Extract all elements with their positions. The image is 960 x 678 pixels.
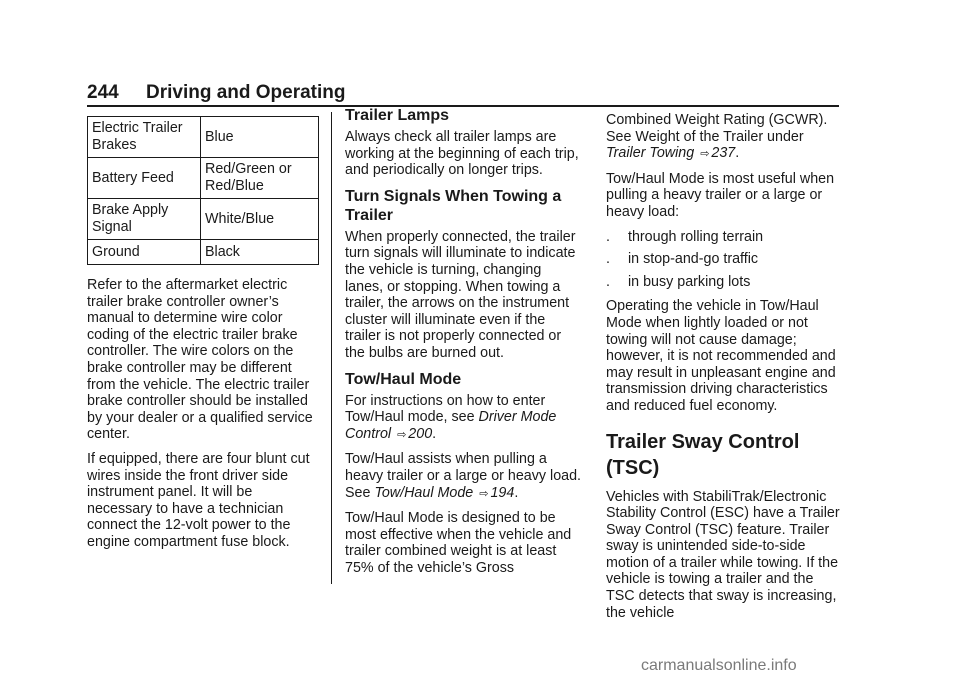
color-cell: Black [201, 240, 319, 265]
table-row [88, 117, 319, 158]
watermark: carmanualsonline.info [641, 657, 797, 674]
cross-reference-link[interactable]: Tow/Haul Mode [374, 484, 474, 501]
paragraph: Vehicles with StabiliTrak/Electronic Stability Control (ESC) have a Trailer Sway Control (TSC) feature. Trailer sway is unintended side-to-side motion of a trailer while towing. If the vehicle is towing a trailer and the TSC detects that sway is increasing, the vehicle [606, 488, 840, 621]
list-item-text: in busy parking lots [628, 273, 751, 290]
column-3 [606, 112, 842, 629]
circuit-cell: Battery Feed [88, 158, 201, 199]
circuit-cell: Brake Apply Signal [88, 199, 201, 240]
heading-trailer-sway-control: Trailer Sway Control (TSC) [606, 430, 800, 479]
page-reference[interactable]: 237 [711, 145, 736, 162]
column-1 [87, 112, 319, 559]
circuit-cell: Electric Trailer Brakes [88, 117, 201, 158]
heading-tow-haul-mode: Tow/Haul Mode [345, 370, 462, 388]
bullet-icon: . [606, 251, 610, 268]
color-cell: Red/Green or Red/Blue [201, 158, 319, 199]
table-row [88, 199, 319, 240]
section-title: Driving and Operating [145, 82, 346, 103]
page-ref-arrow-icon: ⇨ [397, 428, 407, 441]
paragraph: For instructions on how to enter Tow/Haul mode, see Driver Mode Control ⇨ 200. [345, 392, 557, 442]
paragraph: When properly connected, the trailer turn signals will illuminate to indicate the vehicle is turning, changing lanes, or stopping. When towing a trailer, the arrows on the instrument cluster will illuminate even if the trailer is not properly connected or the bulbs are burned out. [345, 228, 576, 361]
paragraph: Tow/Haul Mode is most useful when pulling a heavy trailer or a large or heavy load: [606, 170, 835, 220]
page-reference[interactable]: 200 [408, 425, 433, 442]
paragraph: Tow/Haul assists when pulling a heavy trailer or a large or heavy load. See Tow/Haul Mode ⇨ 194. [345, 451, 582, 501]
paragraph: Always check all trailer lamps are working at the beginning of each trip, and periodically on longer trips. [345, 129, 579, 179]
bullet-list [606, 229, 842, 291]
list-item [606, 229, 842, 246]
paragraph: If equipped, there are four blunt cut wires inside the front driver side instrument panel. It will be necessary to have a technician connect the 12-volt power to the engine compartment fuse block. [87, 450, 310, 550]
color-cell: White/Blue [201, 199, 319, 240]
table-row [88, 158, 319, 199]
list-item [606, 274, 842, 291]
wire-color-table [87, 116, 319, 265]
list-item [606, 251, 842, 268]
page-ref-arrow-icon: ⇨ [479, 487, 489, 500]
paragraph: Tow/Haul Mode is designed to be most effective when the vehicle and trailer combined weight is at least 75% of the vehicle’s Gross [345, 510, 572, 576]
cross-reference-link[interactable]: Trailer Towing [606, 145, 695, 162]
paragraph: Combined Weight Rating (GCWR). See Weight of the Trailer under Trailer Towing ⇨ 237. [606, 112, 828, 162]
paragraph-text: Combined Weight Rating (GCWR). See Weight of the Trailer under [606, 112, 828, 145]
page-reference[interactable]: 194 [490, 484, 515, 501]
bullet-icon: . [606, 228, 610, 245]
page-header [87, 82, 346, 104]
paragraph-text: Tow/Haul assists when pulling a heavy trailer or a large or heavy load. See [345, 451, 582, 501]
table-row [88, 240, 319, 265]
page-number: 244 [87, 82, 119, 103]
heading-turn-signals: Turn Signals When Towing a Trailer [345, 187, 562, 224]
paragraph: Operating the vehicle in Tow/Haul Mode when lightly loaded or not towing will not cause damage; however, it is not recommended and may result in unpleasant engine and transmission driving characteristics and reduced fuel economy. [606, 298, 836, 414]
color-cell: Blue [201, 117, 319, 158]
paragraph-text: For instructions on how to enter Tow/Haul mode, see [345, 392, 546, 426]
heading-trailer-lamps: Trailer Lamps [345, 107, 450, 124]
paragraph: Refer to the aftermarket electric trailer brake controller owner’s manual to determine wire color coding of the electric trailer brake controller. The wire colors on the brake controller may be different from the vehicle. The electric trailer brake controller should be installed by your dealer or a qualified service center. [87, 277, 313, 443]
circuit-cell: Ground [88, 240, 201, 265]
column-divider [331, 112, 332, 584]
page-ref-arrow-icon: ⇨ [700, 148, 710, 161]
list-item-text: through rolling terrain [628, 228, 764, 245]
list-item-text: in stop-and-go traffic [628, 251, 759, 268]
cross-reference-link[interactable]: Driver Mode Control [345, 409, 557, 442]
column-2 [345, 106, 583, 584]
bullet-icon: . [606, 273, 610, 290]
